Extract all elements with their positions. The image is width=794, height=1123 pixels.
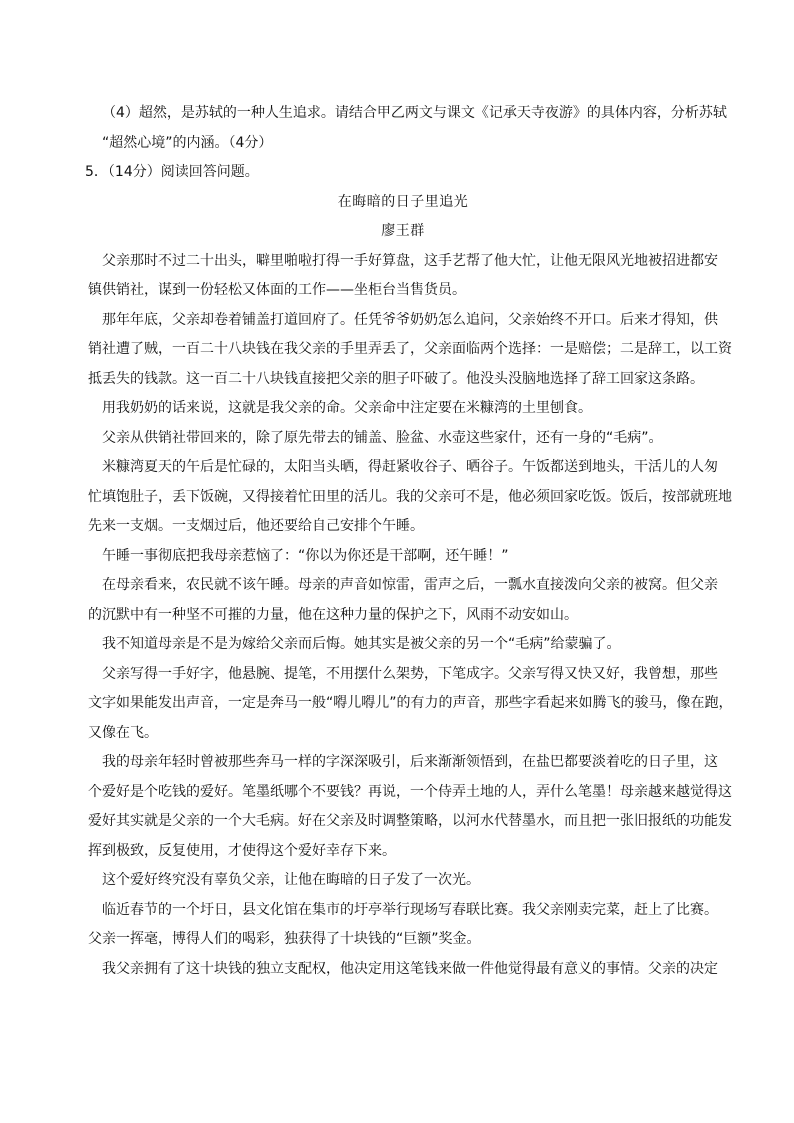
article-title: 在晦暗的日子里追光	[337, 193, 469, 210]
article-paragraph	[88, 247, 718, 306]
paragraph-line: 抵丢失的钱款。这一百二十八块钱直接把父亲的胆子吓破了。他没头没脑地选择了辞工回家这条路。	[88, 370, 704, 387]
paragraph-line: 临近春节的一个圩日，县文化馆在集市的圩亭举行现场写春联比赛。我父亲刚卖完菜，赶上了比赛。	[102, 901, 718, 918]
article-paragraph	[88, 660, 733, 749]
paragraph-line: 先来一支烟。一支烟过后，他还要给自己安排个午睡。	[88, 518, 424, 534]
article-body	[88, 247, 733, 985]
paragraph-line: 我的母亲年轻时曾被那些奔马一样的字深深吸引，后来渐渐领悟到，在盐巴都要淡着吃的日子里，这	[102, 754, 718, 770]
paragraph-line: 父亲那时不过二十出头，噼里啪啦打得一手好算盘，这手艺帮了他大忙，让他无限风光地被招进都安	[102, 252, 718, 269]
article-paragraph	[88, 571, 718, 630]
article-paragraph	[88, 453, 732, 542]
paragraph-line: 用我奶奶的话来说，这就是我父亲的命。父亲命中注定要在米糠湾的土里刨食。	[102, 400, 592, 416]
article-paragraph	[88, 896, 718, 955]
page-content	[85, 99, 733, 984]
paragraph-line: 爱好其实就是父亲的一个大毛病。好在父亲及时调整策略，以河水代替墨水，而且把一张旧报纸的功能发	[88, 813, 732, 829]
paragraph-line: 文字如果能发出声音，一定是奔马一般“嘚儿嘚儿”的有力的声音，那些字看起来如腾飞的骏马，像在跑，	[88, 695, 733, 711]
paragraph-line: 又像在飞。	[88, 724, 158, 741]
article-paragraph	[88, 542, 718, 572]
article-paragraph	[88, 306, 732, 395]
paragraph-line: 父亲从供销社带回来的，除了原先带去的铺盖、脸盆、水壶这些家什，还有一身的“毛病”。	[102, 429, 663, 446]
paragraph-line: 我父亲拥有了这十块钱的独立支配权，他决定用这笔钱来做一件他觉得最有意义的事情。父亲的决定	[102, 960, 718, 977]
article-paragraph	[88, 955, 718, 985]
paragraph-line: 挥到极致，反复使用，才使得这个爱好幸存下来。	[88, 842, 396, 859]
article-paragraph	[88, 630, 718, 660]
paragraph-line: 父亲一挥毫，博得人们的喝彩，独获得了十块钱的“巨额”奖金。	[88, 931, 481, 947]
paragraph-line: 这个爱好终究没有辜负父亲，让他在晦暗的日子发了一次光。	[102, 872, 480, 888]
article-author: 廖王群	[381, 223, 425, 239]
article-paragraph	[88, 748, 732, 866]
article-paragraph	[88, 394, 718, 424]
paragraph-line: 父亲写得一手好字，他悬腕、提笔，不用摆什么架势，下笔成字。父亲写得又快又好，我曾想，那些	[102, 665, 718, 682]
paragraph-line: 销社遭了贼，一百二十八块钱在我父亲的手里弄丢了，父亲面临两个选择：一是赔偿；二是辞工，以工资	[88, 341, 732, 357]
article-paragraph	[88, 866, 718, 896]
question-5-header: 5．（14分）阅读回答问题。	[85, 164, 259, 180]
paragraph-line: 米糠湾夏天的午后是忙碌的，太阳当头晒，得赶紧收谷子、晒谷子。午饭都送到地头，干活儿的人匆	[102, 459, 718, 475]
paragraph-line: 镇供销社，谋到一份轻松又体面的工作——坐柜台当售货员。	[88, 282, 466, 298]
paragraph-line: 的沉默中有一种坚不可摧的力量，他在这种力量的保护之下，风雨不动安如山。	[88, 606, 578, 623]
paragraph-line: 我不知道母亲是不是为嫁给父亲而后悔。她其实是被父亲的另一个“毛病”给蒙骗了。	[102, 636, 621, 652]
paragraph-line: 那年年底，父亲却卷着铺盖打道回府了。任凭爷爷奶奶怎么追问，父亲始终不开口。后来才得知，供	[102, 311, 718, 328]
paragraph-line: 午睡一事彻底把我母亲惹恼了：“你以为你还是干部啊，还午睡！”	[102, 547, 509, 564]
question-4	[88, 99, 727, 158]
article-paragraph	[88, 424, 718, 454]
paragraph-line: 在母亲看来，农民就不该午睡。母亲的声音如惊雷，雷声之后，一瓢水直接泼向父亲的被窝。但父亲	[102, 577, 718, 593]
question-4-line: “超然心境”的内涵。（4分）	[102, 134, 273, 151]
paragraph-line: 忙填饱肚子，丢下饭碗，又得接着忙田里的活儿。我的父亲可不是，他必须回家吃饭。饭后，按部就班地	[88, 488, 732, 505]
question-4-line: （4）超然，是苏轼的一种人生追求。请结合甲乙两文与课文《记承天寺夜游》的具体内容，分析苏轼	[102, 105, 727, 121]
paragraph-line: 个爱好是个吃钱的爱好。笔墨纸哪个不要钱？再说，一个侍弄土地的人，弄什么笔墨！母亲越来越觉得这	[88, 783, 732, 800]
